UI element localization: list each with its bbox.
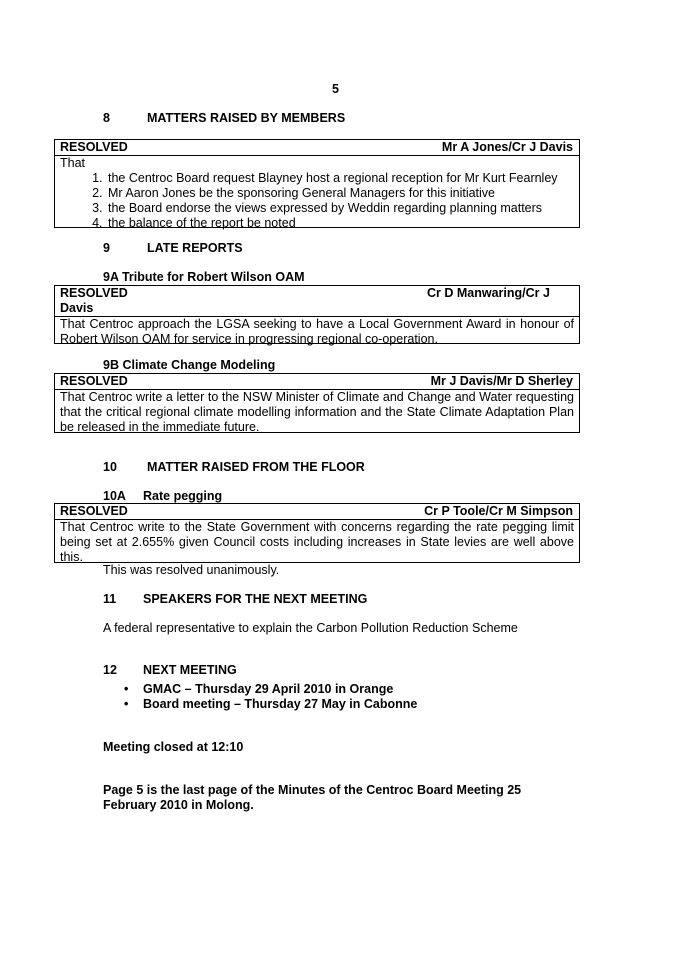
list-item: 2. Mr Aaron Jones be the sponsoring General Managers for this initiative xyxy=(106,186,574,201)
section-10a-resolution-box xyxy=(54,503,580,563)
section-9a-resolution-box xyxy=(54,285,580,344)
subsection-9a-title: 9A Tribute for Robert Wilson OAM xyxy=(103,270,305,284)
subsection-10a-title xyxy=(103,489,222,504)
resolution-body: That Centroc approach the LGSA seeking to have a Local Government Award in honour of Robert Wilson OAM for service in progressing regional co-operation. xyxy=(60,317,574,346)
movers: Mr J Davis/Mr D Sherley xyxy=(430,374,573,388)
next-meeting-list xyxy=(122,682,542,712)
section-title: MATTERS RAISED BY MEMBERS xyxy=(147,111,346,125)
section-9b-resolution-box xyxy=(54,373,580,433)
subsection-9b-title: 9B Climate Change Modeling xyxy=(103,358,276,372)
page-number: 5 xyxy=(332,82,339,96)
bullet-icon: • xyxy=(124,697,129,711)
resolution-note: This was resolved unanimously. xyxy=(103,563,280,577)
section-number: 11 xyxy=(103,592,117,606)
resolution-intro: That xyxy=(60,156,86,170)
subsection-number: 10A xyxy=(103,489,126,503)
list-item xyxy=(122,697,542,712)
section-title: MATTER RAISED FROM THE FLOOR xyxy=(147,460,365,474)
list-item: 3. the Board endorse the views expressed by Weddin regarding planning matters xyxy=(106,201,574,216)
resolved-label: RESOLVED xyxy=(60,374,128,388)
meeting-closed: Meeting closed at 12:10 xyxy=(103,740,244,754)
resolved-label: RESOLVED xyxy=(60,140,128,154)
bullet-icon: • xyxy=(124,682,129,696)
section-title: LATE REPORTS xyxy=(147,241,243,255)
section-8-heading xyxy=(103,111,345,126)
section-11-heading xyxy=(103,592,367,607)
resolution-body xyxy=(55,156,579,231)
resolved-label: RESOLVED xyxy=(60,504,128,518)
resolution-body: That Centroc write to the State Government with concerns regarding the rate pegging limit being set at 2.655% given Council costs including increases in State levies are well above this. xyxy=(60,520,574,564)
list-item: 4. the balance of the report be noted xyxy=(106,216,574,231)
section-11-text: A federal representative to explain the Carbon Pollution Reduction Scheme xyxy=(103,621,518,635)
section-number: 9 xyxy=(103,241,110,255)
list-item-text: Board meeting – Thursday 27 May in Cabonne xyxy=(143,697,418,711)
resolution-list xyxy=(60,171,574,231)
movers: Mr A Jones/Cr J Davis xyxy=(441,140,573,154)
section-number: 12 xyxy=(103,663,117,677)
resolution-header xyxy=(55,374,579,390)
section-number: 8 xyxy=(103,111,110,125)
subsection-title: Rate pegging xyxy=(143,489,223,503)
section-8-resolution-box xyxy=(54,139,580,228)
list-item-text: GMAC – Thursday 29 April 2010 in Orange xyxy=(143,682,394,696)
resolution-header xyxy=(55,286,579,317)
section-title: NEXT MEETING xyxy=(143,663,237,677)
section-title: SPEAKERS FOR THE NEXT MEETING xyxy=(143,592,368,606)
resolution-header xyxy=(55,140,579,156)
footer-note: Page 5 is the last page of the Minutes of the Centroc Board Meeting 25 February 2010 in Molong. xyxy=(103,783,522,812)
resolution-body: That Centroc write a letter to the NSW Minister of Climate and Change and Water requesting that the critical regional climate modelling information and the State Climate Adaptation Plan be released in the immediate future. xyxy=(60,390,574,434)
section-number: 10 xyxy=(103,460,117,474)
resolved-label: RESOLVED xyxy=(60,286,128,300)
list-item: 1. the Centroc Board request Blayney host a regional reception for Mr Kurt Fearnley xyxy=(106,171,574,186)
section-10-heading xyxy=(103,460,365,475)
movers: Cr D Manwaring/Cr J xyxy=(427,286,550,300)
section-12-heading xyxy=(103,663,237,678)
resolution-header xyxy=(55,504,579,520)
movers-continued: Davis xyxy=(60,301,94,315)
section-9-heading xyxy=(103,241,243,256)
list-item xyxy=(122,682,542,697)
movers: Cr P Toole/Cr M Simpson xyxy=(424,504,573,518)
